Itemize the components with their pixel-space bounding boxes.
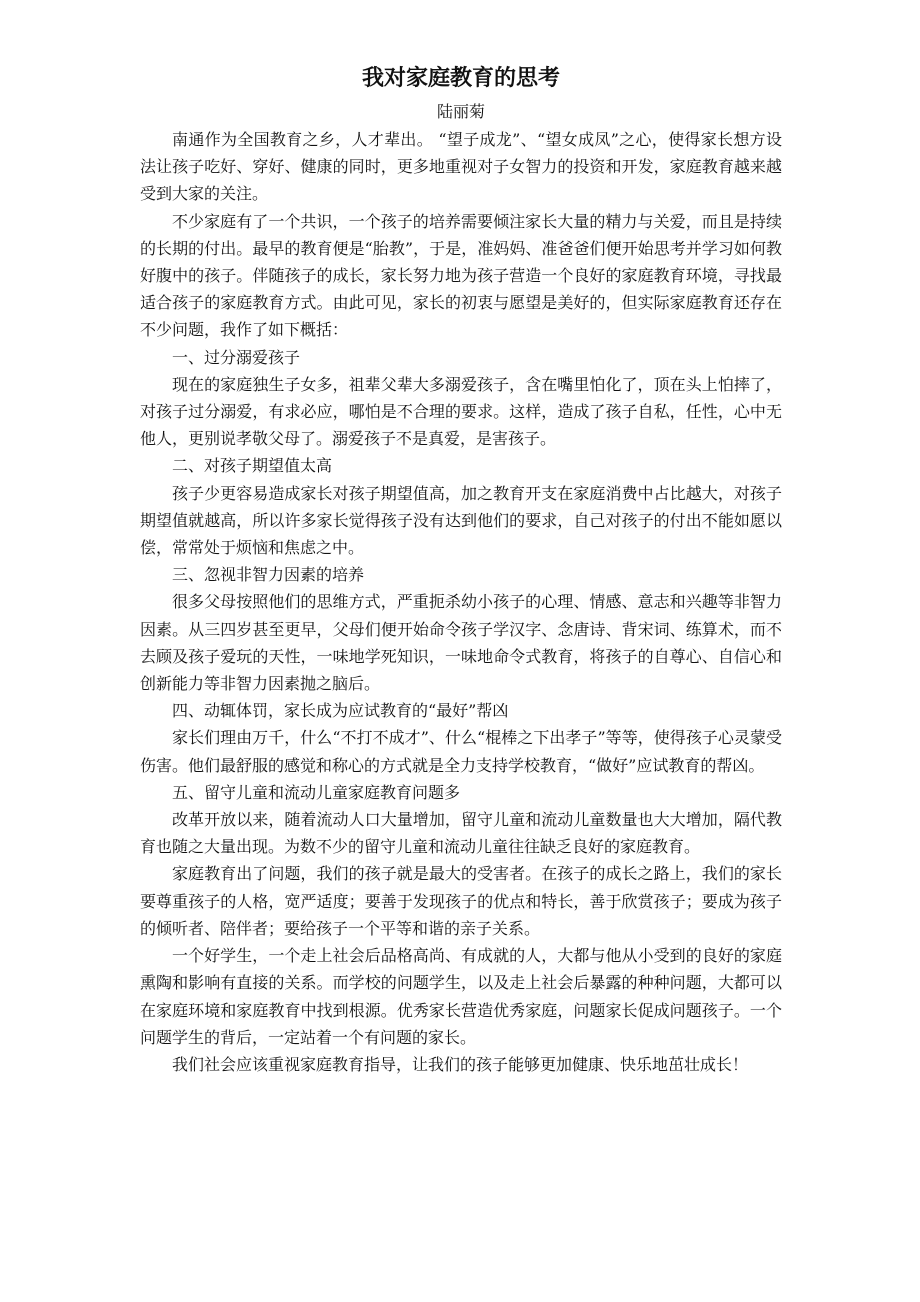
paragraph-consensus: 不少家庭有了一个共识，一个孩子的培养需要倾注家长大量的精力与关爱，而且是持续的长期的付出。最早的教育便是“胎教”，于是，准妈妈、准爸爸们便开始思考并学习如何教好腹中的孩子。伴随孩子的成长，家长努力地为孩子营造一个良好的家庭教育环境，寻找最适合孩子的家庭教育方式。由此可见，家长的初衷与愿望是美好的，但实际家庭教育还存在不少问题，我作了如下概括： bbox=[140, 211, 782, 340]
paragraph-good-student: 一个好学生，一个走上社会后品格高尚、有成就的人，大都与他从小受到的良好的家庭熏陶和影响有直接的关系。而学校的问题学生，以及走上社会后暴露的种种问题，大都可以在家庭环境和家庭教育中找到根源。优秀家长营造优秀家庭，问题家长促成问题孩子。一个问题学生的背后，一定站着一个有问题的家长。 bbox=[140, 946, 782, 1047]
paragraph-conclusion: 我们社会应该重视家庭教育指导，让我们的孩子能够更加健康、快乐地茁壮成长！ bbox=[172, 1054, 749, 1074]
paragraph-section-1: 现在的家庭独生子女多，祖辈父辈大多溺爱孩子，含在嘴里怕化了，顶在头上怕摔了，对孩子过分溺爱，有求必应，哪怕是不合理的要求。这样，造成了孩子自私，任性，心中无他人，更别说孝敬父母了。溺爱孩子不是真爱，是害孩子。 bbox=[140, 374, 782, 449]
section-heading-4: 四、动辄体罚，家长成为应试教育的“最好”帮凶 bbox=[172, 701, 509, 721]
paragraph-section-3: 很多父母按照他们的思维方式，严重扼杀幼小孩子的心理、情感、意志和兴趣等非智力因素。从三四岁甚至更早，父母们便开始命令孩子学汉字、念唐诗、背宋词、练算术，而不去顾及孩子爱玩的天性，一味地学死知识，一味地命令式教育，将孩子的自尊心、自信心和创新能力等非智力因素抛之脑后。 bbox=[140, 592, 782, 694]
section-heading-2: 二、对孩子期望值太高 bbox=[172, 456, 333, 476]
document-title: 我对家庭教育的思考 bbox=[361, 65, 560, 91]
document-author: 陆丽菊 bbox=[436, 102, 485, 121]
paragraph-advice: 家庭教育出了问题，我们的孩子就是最大的受害者。在孩子的成长之路上，我们的家长要尊重孩子的人格，宽严适度；要善于发现孩子的优点和特长，善于欣赏孩子；要成为孩子的倾听者、陪伴者；要给孩子一个平等和谐的亲子关系。 bbox=[140, 864, 782, 938]
paragraph-section-5: 改革开放以来，随着流动人口大量增加，留守儿童和流动儿童数量也大大增加，隔代教育也随之大量出现。为数不少的留守儿童和流动儿童往往缺乏良好的家庭教育。 bbox=[140, 810, 782, 857]
document-page bbox=[140, 58, 782, 1078]
paragraph-section-4: 家长们理由万千，什么“不打不成才”、什么“棍棒之下出孝子”等等，使得孩子心灵蒙受伤害。他们最舒服的感觉和称心的方式就是全力支持学校教育，“做好”应试教育的帮凶。 bbox=[140, 728, 782, 775]
section-heading-5: 五、留守儿童和流动儿童家庭教育问题多 bbox=[172, 782, 461, 802]
paragraph-intro: 南通作为全国教育之乡，人才辈出。 “望子成龙”、“望女成凤”之心，使得家长想方设法让孩子吃好、穿好、健康的同时，更多地重视对子女智力的投资和开发，家庭教育越来越受到大家的关注。 bbox=[140, 130, 782, 204]
section-heading-3: 三、忽视非智力因素的培养 bbox=[172, 565, 365, 585]
section-heading-1: 一、过分溺爱孩子 bbox=[172, 347, 301, 367]
paragraph-section-2: 孩子少更容易造成家长对孩子期望值高，加之教育开支在家庭消费中占比越大，对孩子期望值就越高，所以许多家长觉得孩子没有达到他们的要求，自己对孩子的付出不能如愿以偿，常常处于烦恼和焦虑之中。 bbox=[140, 483, 782, 558]
